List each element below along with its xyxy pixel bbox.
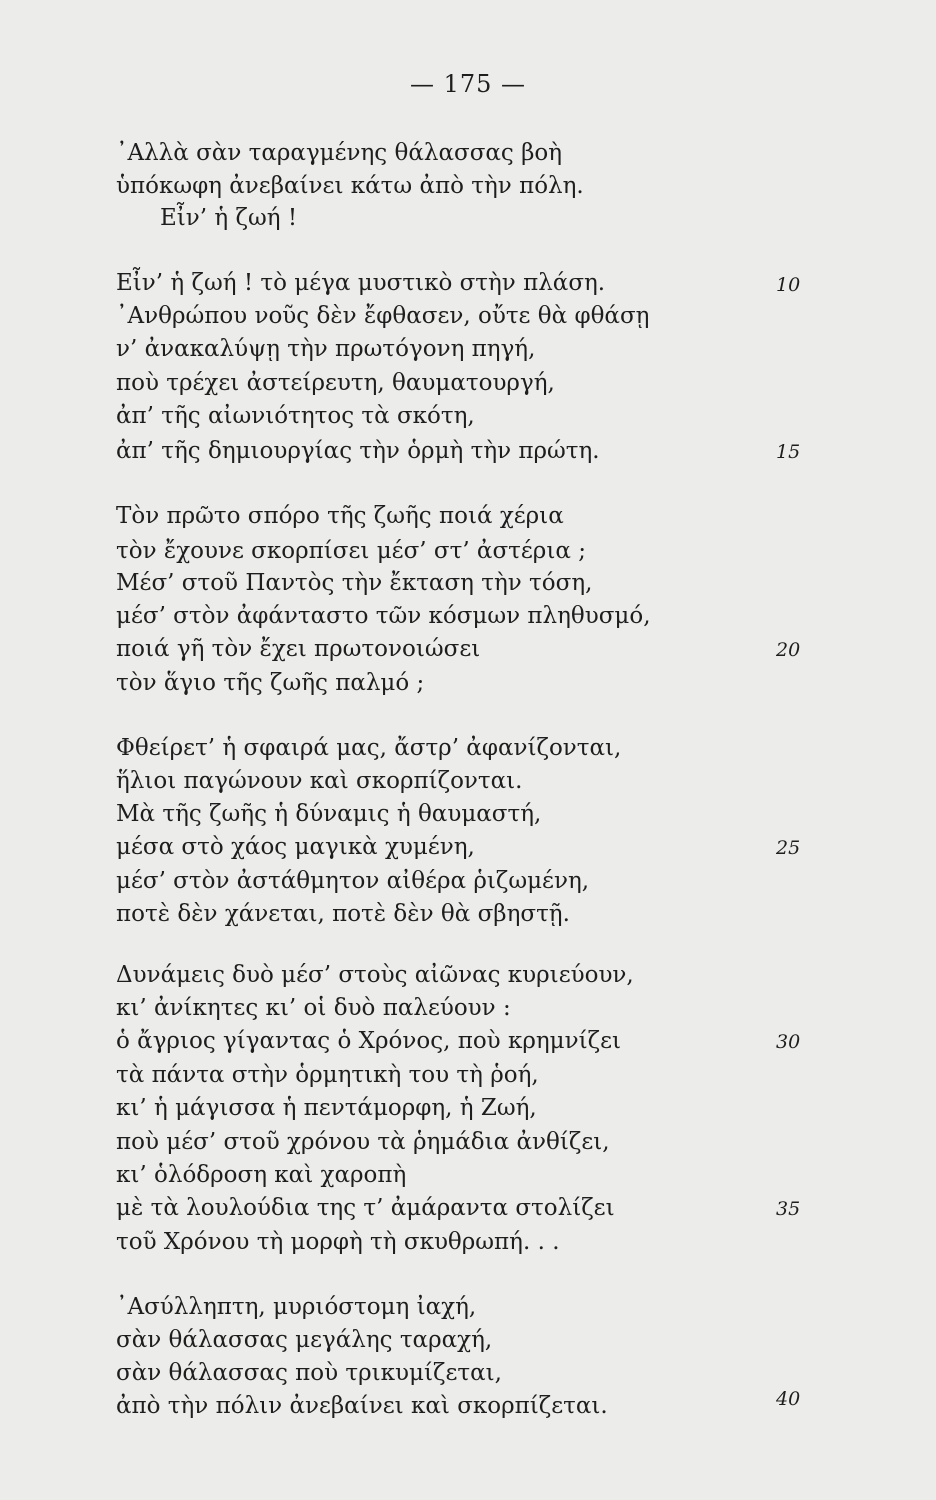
verse-line: ἥλιοι παγώνουν καὶ σκορπίζονται. (116, 768, 523, 794)
verse-line: ᾿Ανθρώπου νοῦς δὲν ἔφθασεν, οὔτε θὰ φθάσῃ (116, 303, 650, 329)
line-number: 25 (776, 837, 801, 859)
verse-line: Δυνάμεις δυὸ μέσ’ στοὺς αἰῶνας κυριεύουν, (116, 962, 634, 988)
verse-line: ποιά γῆ τὸν ἔχει πρωτονοιώσει (116, 636, 481, 662)
verse-line: σὰν θάλασσας μεγάλης ταραχή, (116, 1327, 493, 1353)
verse-line: μέσ’ στὸν ἀστάθμητον αἰθέρα ῥιζωμένη, (116, 868, 590, 894)
verse-line: ν’ ἀνακαλύψῃ τὴν πρωτόγονη πηγή, (116, 336, 536, 362)
verse-line: ἀπ’ τῆς δημιουργίας τὴν ὁρμὴ τὴν πρώτη. (116, 438, 600, 464)
verse-line: σὰν θάλασσας ποὺ τρικυμίζεται, (116, 1360, 502, 1386)
verse-line: μέσ’ στὸν ἀφάνταστο τῶν κόσμων πληθυσμό, (116, 603, 651, 629)
verse-line: Μὰ τῆς ζωῆς ἡ δύναμις ἡ θαυμαστή, (116, 801, 542, 827)
verse-line: Εἶν’ ἡ ζωή ! (160, 205, 298, 231)
line-number: 15 (776, 441, 801, 463)
verse-line: Μέσ’ στοῦ Παντὸς τὴν ἔκταση τὴν τόση, (116, 570, 593, 596)
verse-line: τὰ πάντα στὴν ὁρμητικὴ του τὴ ῥοή, (116, 1062, 539, 1088)
verse-line: τὸν ἔχουνε σκορπίσει μέσ’ στ’ ἀστέρια ; (116, 538, 586, 564)
line-number: 40 (776, 1388, 801, 1410)
verse-line: τοῦ Χρόνου τὴ μορφὴ τὴ σκυθρωπή. . . (116, 1229, 560, 1255)
verse-line: Τὸν πρῶτο σπόρο τῆς ζωῆς ποιά χέρια (116, 503, 564, 529)
verse-line: ὑπόκωφη ἀνεβαίνει κάτω ἀπὸ τὴν πόλη. (116, 173, 584, 199)
verse-line: ᾿Ασύλληπτη, μυριόστομη ἰαχή, (116, 1294, 477, 1320)
line-number: 10 (776, 274, 801, 296)
verse-line: ἀπὸ τὴν πόλιν ἀνεβαίνει καὶ σκορπίζεται. (116, 1393, 608, 1419)
verse-line: τὸν ἅγιο τῆς ζωῆς παλμό ; (116, 670, 425, 696)
verse-line: ὁ ἄγριος γίγαντας ὁ Χρόνος, ποὺ κρημνίζει (116, 1028, 622, 1054)
verse-line: ποὺ μέσ’ στοῦ χρόνου τὰ ῥημάδια ἀνθίζει, (116, 1129, 610, 1155)
line-number: 35 (776, 1198, 801, 1220)
line-number: 30 (776, 1031, 801, 1053)
verse-line: Εἶν’ ἡ ζωή ! τὸ μέγα μυστικὸ στὴν πλάση. (116, 270, 606, 296)
verse-line: μέσα στὸ χάος μαγικὰ χυμένη, (116, 834, 475, 860)
line-number: 20 (776, 639, 801, 661)
verse-line: κι’ ὁλόδροση καὶ χαροπὴ (116, 1162, 407, 1188)
verse-line: κι’ ἀνίκητες κι’ οἱ δυὸ παλεύουν : (116, 995, 511, 1021)
verse-line: ποτὲ δὲν χάνεται, ποτὲ δὲν θὰ σβηστῇ. (116, 901, 570, 927)
page-number: — 175 — (409, 70, 527, 98)
verse-line: Φθείρετ’ ἡ σφαιρά μας, ἄστρ’ ἀφανίζονται, (116, 735, 622, 761)
verse-line: ἀπ’ τῆς αἰωνιότητος τὰ σκότη, (116, 403, 475, 429)
verse-line: ᾿Αλλὰ σὰν ταραγμένης θάλασσας βοὴ (116, 140, 563, 166)
verse-line: κι’ ἡ μάγισσα ἡ πεντάμορφη, ἡ Ζωή, (116, 1095, 537, 1121)
verse-line: μὲ τὰ λουλούδια της τ’ ἀμάραντα στολίζει (116, 1195, 615, 1221)
verse-line: ποὺ τρέχει ἀστείρευτη, θαυματουργή, (116, 370, 555, 396)
